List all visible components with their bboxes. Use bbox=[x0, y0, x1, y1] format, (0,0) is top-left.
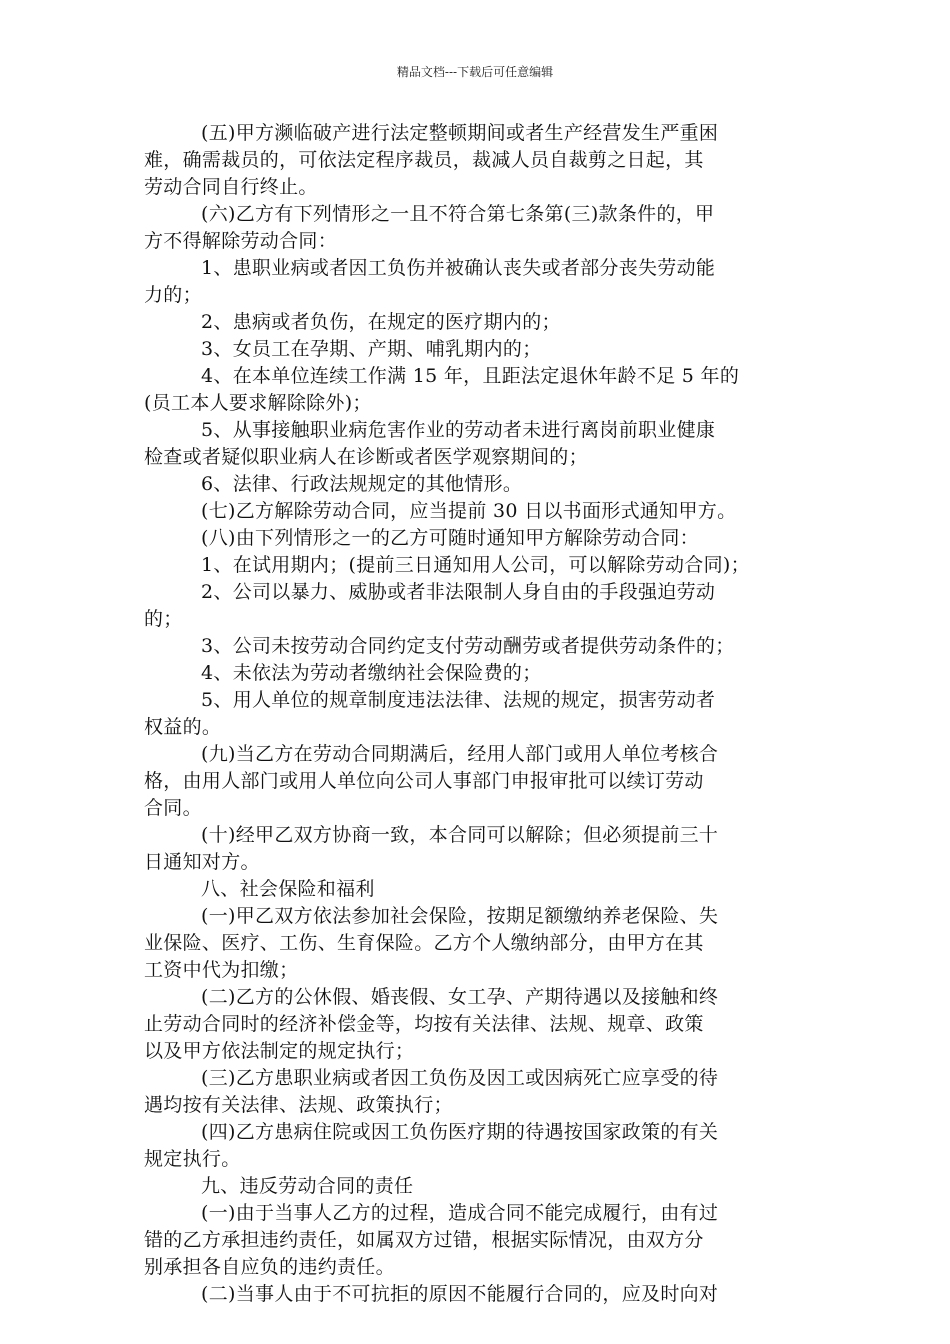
text-line: (七)乙方解除劳动合同，应当提前 30 日以书面形式通知甲方。 bbox=[201, 500, 737, 522]
text-line: (三)乙方患职业病或者因工负伤及因工或因病死亡应享受的待 bbox=[201, 1067, 719, 1089]
text-line: 4、在本单位连续工作满 15 年，且距法定退休年龄不足 5 年的 bbox=[201, 365, 740, 387]
text-line: 4、未依法为劳动者缴纳社会保险费的； bbox=[201, 662, 542, 684]
text-line: (十)经甲乙双方协商一致，本合同可以解除；但必须提前三十 bbox=[201, 824, 719, 846]
text-line: (一)甲乙双方依法参加社会保险，按期足额缴纳养老保险、失 bbox=[201, 905, 719, 927]
document-body bbox=[144, 120, 806, 1308]
text-line: 2、公司以暴力、威胁或者非法限制人身自由的手段强迫劳动 bbox=[201, 581, 716, 603]
text-line: (一)由于当事人乙方的过程，造成合同不能完成履行，由有过 bbox=[201, 1202, 719, 1224]
text-line: 业保险、医疗、工伤、生育保险。乙方个人缴纳部分，由甲方在其 bbox=[144, 932, 704, 954]
text-line: 格，由用人部门或用人单位向公司人事部门申报审批可以续订劳动 bbox=[144, 770, 704, 792]
text-line: (八)由下列情形之一的乙方可随时通知甲方解除劳动合同： bbox=[201, 527, 699, 549]
text-line: 1、患职业病或者因工负伤并被确认丧失或者部分丧失劳动能 bbox=[201, 257, 716, 279]
text-line: (员工本人要求解除除外)； bbox=[144, 392, 372, 414]
text-line: 检查或者疑似职业病人在诊断或者医学观察期间的； bbox=[144, 446, 588, 468]
text-line: 3、女员工在孕期、产期、哺乳期内的； bbox=[201, 338, 542, 360]
text-line: 合同。 bbox=[144, 797, 202, 819]
text-line: 的； bbox=[144, 608, 183, 630]
text-line: (二)乙方的公休假、婚丧假、女工孕、产期待遇以及接触和终 bbox=[201, 986, 719, 1008]
text-line: 5、用人单位的规章制度违法法律、法规的规定，损害劳动者 bbox=[201, 689, 716, 711]
text-line: 1、在试用期内；(提前三日通知用人公司，可以解除劳动合同)； bbox=[201, 554, 750, 576]
text-line: (五)甲方濒临破产进行法定整顿期间或者生产经营发生严重困 bbox=[201, 122, 719, 144]
text-line: 规定执行。 bbox=[144, 1148, 241, 1170]
text-line: 权益的。 bbox=[144, 716, 222, 738]
text-line: 八、社会保险和福利 bbox=[201, 878, 375, 900]
page-header: 精品文档---下载后可任意编辑 bbox=[396, 65, 554, 79]
text-line: 力的； bbox=[144, 284, 202, 306]
text-line: (二)当事人由于不可抗拒的原因不能履行合同的，应及时向对 bbox=[201, 1283, 719, 1305]
text-line: 难，确需裁员的，可依法定程序裁员，裁减人员自裁剪之日起，其 bbox=[144, 149, 704, 171]
text-line: 6、法律、行政法规规定的其他情形。 bbox=[201, 473, 523, 495]
text-line: 3、公司未按劳动合同约定支付劳动酬劳或者提供劳动条件的； bbox=[201, 635, 735, 657]
text-line: 劳动合同自行终止。 bbox=[144, 176, 318, 198]
text-line: 5、从事接触职业病危害作业的劳动者未进行离岗前职业健康 bbox=[201, 419, 716, 441]
text-line: 错的乙方承担违约责任，如属双方过错，根据实际情况，由双方分 bbox=[144, 1229, 704, 1251]
text-line: (四)乙方患病住院或因工负伤医疗期的待遇按国家政策的有关 bbox=[201, 1121, 719, 1143]
text-line: 方不得解除劳动合同： bbox=[144, 230, 338, 252]
text-line: 九、违反劳动合同的责任 bbox=[201, 1175, 414, 1197]
text-line: 工资中代为扣缴； bbox=[144, 959, 299, 981]
text-line: 2、患病或者负伤，在规定的医疗期内的； bbox=[201, 311, 561, 333]
text-line: 止劳动合同时的经济补偿金等，均按有关法律、法规、规章、政策 bbox=[144, 1013, 704, 1035]
text-line: 别承担各自应负的违约责任。 bbox=[144, 1256, 395, 1278]
text-line: 以及甲方依法制定的规定执行； bbox=[144, 1040, 415, 1062]
text-line: 遇均按有关法律、法规、政策执行； bbox=[144, 1094, 453, 1116]
text-line: 日通知对方。 bbox=[144, 851, 260, 873]
text-line: (六)乙方有下列情形之一且不符合第七条第(三)款条件的，甲 bbox=[201, 203, 715, 225]
text-line: (九)当乙方在劳动合同期满后，经用人部门或用人单位考核合 bbox=[201, 743, 719, 765]
